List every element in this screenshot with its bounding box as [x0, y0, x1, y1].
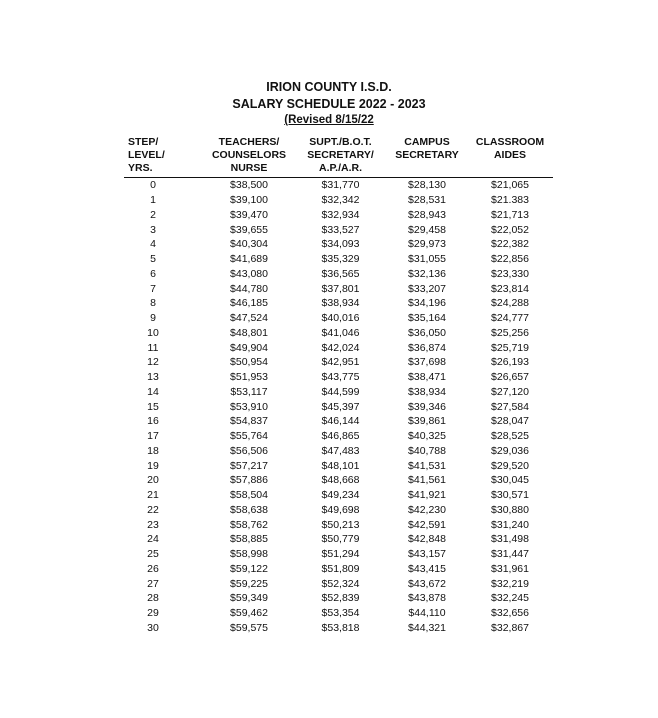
table-row [124, 193, 553, 208]
cell-teachers-counselors-nurse: $54,837 [230, 415, 268, 428]
cell-step-level-years: 30 [147, 621, 159, 634]
cell-classroom-aides: $22,856 [491, 253, 529, 266]
cell-classroom-aides: $28,047 [491, 415, 529, 428]
cell-supt-bot-secretary-ap-ar: $46,865 [321, 430, 360, 443]
cell-campus-secretary: $34,196 [408, 297, 446, 310]
cell-step-level-years: 26 [147, 562, 159, 575]
cell-step-level-years: 4 [150, 238, 156, 251]
table-row [124, 517, 553, 532]
cell-campus-secretary: $37,698 [408, 356, 446, 369]
cell-step-level-years: 14 [147, 385, 159, 398]
table-row [124, 208, 553, 223]
table-row [124, 355, 553, 370]
cell-campus-secretary: $41,561 [408, 474, 446, 487]
cell-campus-secretary: $38,471 [408, 371, 446, 384]
cell-classroom-aides: $30,045 [491, 474, 529, 487]
cell-classroom-aides: $24,777 [491, 312, 529, 325]
column-header-line: A.P./A.R. [319, 162, 362, 174]
cell-step-level-years: 23 [147, 518, 159, 531]
table-row [124, 547, 553, 562]
cell-step-level-years: 25 [147, 548, 159, 561]
table-row [124, 429, 553, 444]
cell-supt-bot-secretary-ap-ar: $35,329 [321, 253, 360, 266]
cell-teachers-counselors-nurse: $59,575 [230, 621, 268, 634]
cell-teachers-counselors-nurse: $59,462 [230, 607, 268, 620]
table-row [124, 281, 553, 296]
cell-step-level-years: 10 [147, 326, 159, 339]
cell-supt-bot-secretary-ap-ar: $51,809 [321, 562, 360, 575]
cell-teachers-counselors-nurse: $59,349 [230, 592, 268, 605]
cell-campus-secretary: $31,055 [408, 253, 446, 266]
cell-campus-secretary: $42,591 [408, 518, 446, 531]
column-header-line: COUNSELORS [211, 149, 287, 161]
cell-supt-bot-secretary-ap-ar: $44,599 [321, 385, 360, 398]
cell-campus-secretary: $39,861 [408, 415, 446, 428]
table-row [124, 326, 553, 341]
cell-teachers-counselors-nurse: $58,762 [230, 518, 268, 531]
column-header-step-level-years [124, 136, 204, 178]
table-row [124, 444, 553, 459]
cell-campus-secretary: $28,531 [408, 194, 446, 207]
table-row [124, 488, 553, 503]
table-row [124, 414, 553, 429]
table-row [124, 473, 553, 488]
cell-classroom-aides: $21.383 [491, 194, 529, 207]
cell-supt-bot-secretary-ap-ar: $45,397 [321, 400, 360, 413]
table-row [124, 267, 553, 282]
cell-step-level-years: 20 [147, 474, 159, 487]
cell-step-level-years: 22 [147, 503, 159, 516]
column-header-line: YRS. [128, 162, 153, 174]
column-header-supt-bot-secretary-ap-ar [294, 136, 387, 178]
cell-teachers-counselors-nurse: $49,904 [230, 341, 268, 354]
cell-teachers-counselors-nurse: $51,953 [230, 371, 268, 384]
cell-supt-bot-secretary-ap-ar: $50,213 [321, 518, 360, 531]
cell-supt-bot-secretary-ap-ar: $53,354 [321, 607, 360, 620]
cell-classroom-aides: $30,571 [491, 489, 529, 502]
cell-classroom-aides: $27,584 [491, 400, 529, 413]
cell-step-level-years: 11 [147, 341, 159, 354]
cell-step-level-years: 0 [150, 179, 156, 192]
cell-teachers-counselors-nurse: $57,217 [230, 459, 268, 472]
cell-step-level-years: 5 [150, 253, 156, 266]
cell-supt-bot-secretary-ap-ar: $40,016 [321, 312, 360, 325]
cell-teachers-counselors-nurse: $50,954 [230, 356, 268, 369]
cell-classroom-aides: $31,447 [491, 548, 529, 561]
cell-teachers-counselors-nurse: $47,524 [230, 312, 268, 325]
column-header-line: TEACHERS/ [218, 136, 280, 148]
cell-teachers-counselors-nurse: $57,886 [230, 474, 268, 487]
schedule-title: SALARY SCHEDULE 2022 - 2023 [232, 97, 426, 111]
table-row [124, 311, 553, 326]
cell-campus-secretary: $33,207 [408, 282, 446, 295]
table-row [124, 296, 553, 311]
cell-step-level-years: 13 [147, 371, 159, 384]
cell-teachers-counselors-nurse: $59,225 [230, 577, 268, 590]
table-row [124, 237, 553, 252]
cell-classroom-aides: $27,120 [491, 385, 529, 398]
cell-classroom-aides: $32,656 [491, 607, 529, 620]
cell-classroom-aides: $25,256 [491, 326, 529, 339]
cell-step-level-years: 3 [150, 223, 156, 236]
cell-classroom-aides: $25,719 [491, 341, 529, 354]
cell-campus-secretary: $35,164 [408, 312, 446, 325]
table-row [124, 340, 553, 355]
revision-note: (Revised 8/15/22 [284, 114, 374, 126]
salary-table [124, 136, 553, 635]
cell-teachers-counselors-nurse: $38,500 [230, 179, 268, 192]
cell-supt-bot-secretary-ap-ar: $43,775 [321, 371, 360, 384]
cell-classroom-aides: $26,193 [491, 356, 529, 369]
cell-teachers-counselors-nurse: $58,638 [230, 503, 268, 516]
cell-classroom-aides: $29,520 [491, 459, 529, 472]
cell-classroom-aides: $28,525 [491, 430, 529, 443]
cell-step-level-years: 21 [147, 489, 159, 502]
column-header-line: CAMPUS [404, 136, 450, 148]
cell-classroom-aides: $26,657 [491, 371, 529, 384]
cell-teachers-counselors-nurse: $56,506 [230, 444, 268, 457]
table-row [124, 178, 553, 193]
cell-teachers-counselors-nurse: $55,764 [230, 430, 268, 443]
column-header-line: CLASSROOM [475, 136, 545, 148]
cell-step-level-years: 9 [150, 312, 156, 325]
cell-supt-bot-secretary-ap-ar: $49,698 [321, 503, 360, 516]
cell-campus-secretary: $43,878 [408, 592, 446, 605]
cell-teachers-counselors-nurse: $43,080 [230, 267, 268, 280]
cell-classroom-aides: $23,330 [491, 267, 529, 280]
table-row [124, 576, 553, 591]
cell-campus-secretary: $44,110 [408, 607, 446, 620]
cell-classroom-aides: $21,065 [491, 179, 529, 192]
header-row [124, 136, 553, 178]
cell-campus-secretary: $28,130 [408, 179, 446, 192]
cell-campus-secretary: $41,531 [408, 459, 446, 472]
column-header-line: SECRETARY/ [307, 149, 374, 161]
cell-classroom-aides: $32,219 [491, 577, 529, 590]
column-header-line: STEP/ [128, 136, 159, 148]
cell-campus-secretary: $40,788 [408, 444, 446, 457]
cell-campus-secretary: $42,230 [408, 503, 446, 516]
cell-classroom-aides: $29,036 [491, 444, 529, 457]
cell-classroom-aides: $32,867 [491, 621, 529, 634]
cell-campus-secretary: $44,321 [408, 621, 446, 634]
cell-step-level-years: 17 [147, 430, 159, 443]
cell-step-level-years: 8 [150, 297, 156, 310]
cell-campus-secretary: $36,050 [408, 326, 446, 339]
cell-teachers-counselors-nurse: $48,801 [230, 326, 268, 339]
cell-supt-bot-secretary-ap-ar: $50,779 [321, 533, 360, 546]
district-title: IRION COUNTY I.S.D. [266, 80, 392, 94]
cell-supt-bot-secretary-ap-ar: $52,324 [321, 577, 360, 590]
cell-teachers-counselors-nurse: $58,504 [230, 489, 268, 502]
cell-teachers-counselors-nurse: $58,998 [230, 548, 268, 561]
cell-supt-bot-secretary-ap-ar: $52,839 [321, 592, 360, 605]
cell-supt-bot-secretary-ap-ar: $51,294 [321, 548, 360, 561]
table-row [124, 562, 553, 577]
cell-classroom-aides: $22,382 [491, 238, 529, 251]
cell-classroom-aides: $31,240 [491, 518, 529, 531]
cell-campus-secretary: $43,157 [408, 548, 446, 561]
cell-campus-secretary: $41,921 [408, 489, 446, 502]
cell-teachers-counselors-nurse: $44,780 [230, 282, 268, 295]
cell-teachers-counselors-nurse: $58,885 [230, 533, 268, 546]
column-header-line: LEVEL/ [128, 149, 165, 161]
table-row [124, 385, 553, 400]
cell-campus-secretary: $32,136 [408, 267, 446, 280]
cell-step-level-years: 15 [147, 400, 159, 413]
column-header-teachers-counselors-nurse [204, 136, 294, 178]
table-row [124, 591, 553, 606]
cell-step-level-years: 19 [147, 459, 159, 472]
table-row [124, 532, 553, 547]
cell-teachers-counselors-nurse: $53,910 [230, 400, 268, 413]
table-row [124, 222, 553, 237]
cell-classroom-aides: $24,288 [491, 297, 529, 310]
cell-campus-secretary: $28,943 [408, 208, 446, 221]
cell-step-level-years: 12 [147, 356, 159, 369]
table-row [124, 252, 553, 267]
cell-teachers-counselors-nurse: $59,122 [230, 562, 268, 575]
cell-step-level-years: 24 [147, 533, 159, 546]
cell-supt-bot-secretary-ap-ar: $32,342 [321, 194, 360, 207]
cell-campus-secretary: $43,672 [408, 577, 446, 590]
cell-teachers-counselors-nurse: $40,304 [230, 238, 268, 251]
cell-classroom-aides: $21,713 [491, 208, 529, 221]
column-header-classroom-aides [467, 136, 553, 178]
cell-campus-secretary: $29,458 [408, 223, 446, 236]
cell-classroom-aides: $23,814 [491, 282, 529, 295]
cell-campus-secretary: $42,848 [408, 533, 446, 546]
cell-supt-bot-secretary-ap-ar: $38,934 [321, 297, 360, 310]
cell-supt-bot-secretary-ap-ar: $42,951 [321, 356, 360, 369]
table-row [124, 458, 553, 473]
cell-supt-bot-secretary-ap-ar: $31,770 [321, 179, 360, 192]
column-header-line: SECRETARY [395, 149, 459, 161]
cell-supt-bot-secretary-ap-ar: $47,483 [321, 444, 360, 457]
table-row [124, 621, 553, 636]
cell-step-level-years: 28 [147, 592, 159, 605]
cell-supt-bot-secretary-ap-ar: $36,565 [321, 267, 360, 280]
cell-teachers-counselors-nurse: $46,185 [230, 297, 268, 310]
table-row [124, 370, 553, 385]
cell-campus-secretary: $39,346 [408, 400, 446, 413]
salary-table-body [124, 178, 553, 636]
table-row [124, 606, 553, 621]
cell-campus-secretary: $38,934 [408, 385, 446, 398]
column-header-line: SUPT./B.O.T. [309, 136, 372, 148]
cell-supt-bot-secretary-ap-ar: $33,527 [321, 223, 360, 236]
cell-campus-secretary: $29,973 [408, 238, 446, 251]
cell-teachers-counselors-nurse: $39,655 [230, 223, 268, 236]
cell-step-level-years: 6 [150, 267, 156, 280]
cell-step-level-years: 29 [147, 607, 159, 620]
cell-supt-bot-secretary-ap-ar: $46,144 [321, 415, 360, 428]
cell-step-level-years: 1 [150, 194, 156, 207]
cell-classroom-aides: $30,880 [491, 503, 529, 516]
cell-supt-bot-secretary-ap-ar: $48,101 [321, 459, 360, 472]
cell-step-level-years: 2 [150, 208, 156, 221]
cell-classroom-aides: $31,961 [491, 562, 529, 575]
cell-teachers-counselors-nurse: $39,100 [230, 194, 268, 207]
cell-step-level-years: 16 [147, 415, 159, 428]
cell-supt-bot-secretary-ap-ar: $53,818 [321, 621, 360, 634]
cell-supt-bot-secretary-ap-ar: $41,046 [321, 326, 360, 339]
cell-classroom-aides: $31,498 [491, 533, 529, 546]
cell-campus-secretary: $43,415 [408, 562, 446, 575]
column-header-line: NURSE [230, 162, 268, 174]
cell-classroom-aides: $32,245 [491, 592, 529, 605]
cell-teachers-counselors-nurse: $53,117 [230, 385, 268, 398]
column-header-line: AIDES [493, 149, 527, 161]
cell-step-level-years: 7 [150, 282, 156, 295]
cell-step-level-years: 27 [147, 577, 159, 590]
cell-supt-bot-secretary-ap-ar: $42,024 [321, 341, 360, 354]
cell-teachers-counselors-nurse: $41,689 [230, 253, 268, 266]
column-header-campus-secretary [387, 136, 467, 178]
cell-teachers-counselors-nurse: $39,470 [230, 208, 268, 221]
cell-supt-bot-secretary-ap-ar: $49,234 [321, 489, 360, 502]
cell-campus-secretary: $36,874 [408, 341, 446, 354]
table-row [124, 503, 553, 518]
cell-supt-bot-secretary-ap-ar: $48,668 [321, 474, 360, 487]
cell-supt-bot-secretary-ap-ar: $34,093 [321, 238, 360, 251]
cell-supt-bot-secretary-ap-ar: $32,934 [321, 208, 360, 221]
table-row [124, 399, 553, 414]
cell-campus-secretary: $40,325 [408, 430, 446, 443]
cell-classroom-aides: $22,052 [491, 223, 529, 236]
cell-supt-bot-secretary-ap-ar: $37,801 [321, 282, 360, 295]
cell-step-level-years: 18 [147, 444, 159, 457]
